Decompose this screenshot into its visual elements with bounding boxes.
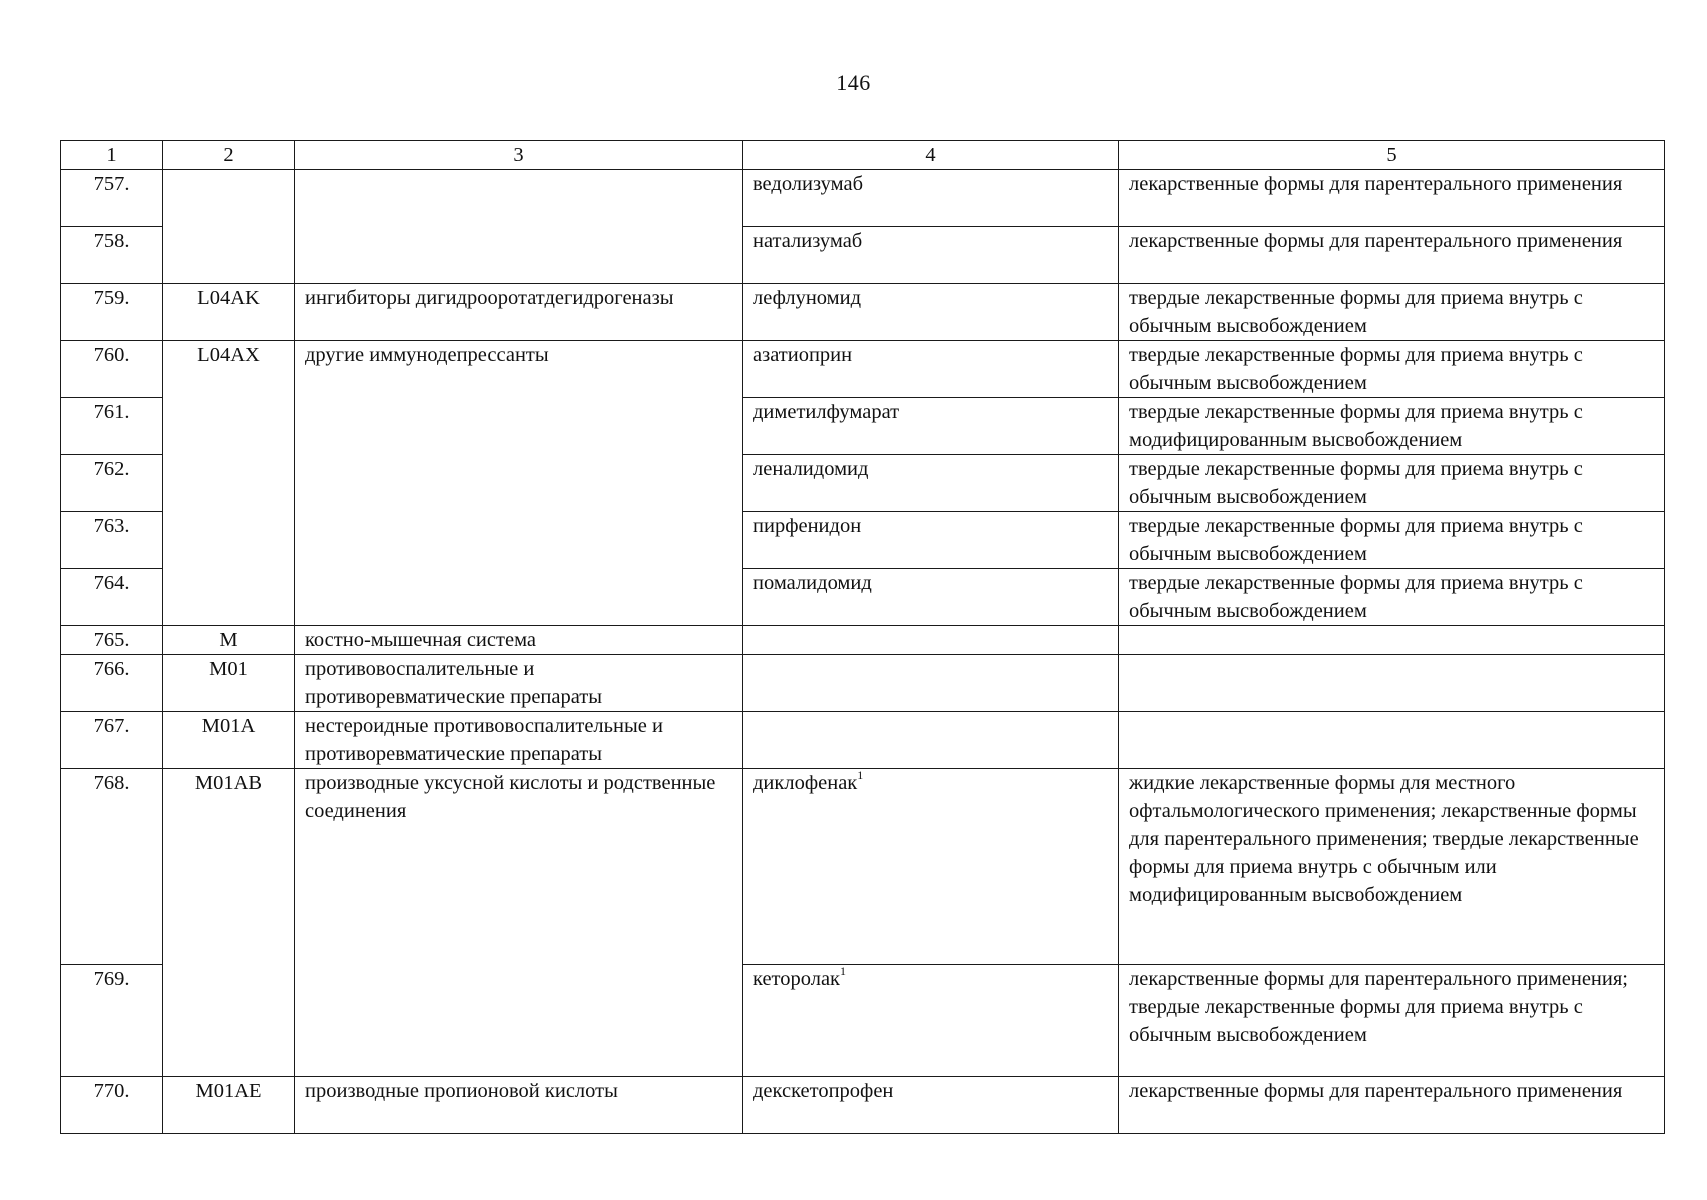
- dosage-form: твердые лекарственные формы для приема внутрь с обычным высвобождением: [1119, 455, 1665, 512]
- header-col-3: 3: [295, 141, 743, 170]
- header-col-5: 5: [1119, 141, 1665, 170]
- group-name: противовоспалительные и противоревматические препараты: [295, 655, 743, 712]
- drug-name: пирфенидон: [743, 512, 1119, 569]
- dosage-form: [1119, 712, 1665, 769]
- table-row: [61, 655, 1665, 712]
- row-number: 770.: [61, 1077, 163, 1134]
- drug-name: натализумаб: [743, 227, 1119, 284]
- dosage-form: лекарственные формы для парентерального применения: [1119, 1077, 1665, 1134]
- row-number: 763.: [61, 512, 163, 569]
- atc-code: M: [163, 626, 295, 655]
- row-number: 764.: [61, 569, 163, 626]
- header-col-4: 4: [743, 141, 1119, 170]
- drug-name: азатиоприн: [743, 341, 1119, 398]
- drug-name-text: диклофенак: [753, 772, 858, 794]
- drug-name: леналидомид: [743, 455, 1119, 512]
- atc-code: M01AB: [163, 769, 295, 1077]
- medicines-table: [60, 140, 1665, 1134]
- group-name: другие иммунодепрессанты: [295, 341, 743, 626]
- row-number: 757.: [61, 170, 163, 227]
- table-row: [61, 284, 1665, 341]
- atc-code: L04AK: [163, 284, 295, 341]
- dosage-form: лекарственные формы для парентерального применения: [1119, 170, 1665, 227]
- footnote-marker: 1: [857, 768, 864, 783]
- table-row: [61, 1077, 1665, 1134]
- group-name: производные пропионовой кислоты: [295, 1077, 743, 1134]
- dosage-form: твердые лекарственные формы для приема внутрь с модифицированным высвобождением: [1119, 398, 1665, 455]
- group-name: [295, 170, 743, 284]
- drug-name: декскетопрофен: [743, 1077, 1119, 1134]
- row-number: 759.: [61, 284, 163, 341]
- table-row: [61, 170, 1665, 227]
- row-number: 762.: [61, 455, 163, 512]
- row-number: 768.: [61, 769, 163, 965]
- row-number: 767.: [61, 712, 163, 769]
- drug-name: [743, 626, 1119, 655]
- dosage-form: твердые лекарственные формы для приема внутрь с обычным высвобождением: [1119, 512, 1665, 569]
- drug-name: [743, 965, 1119, 1077]
- atc-code: M01A: [163, 712, 295, 769]
- group-name: костно-мышечная система: [295, 626, 743, 655]
- drug-name: [743, 712, 1119, 769]
- table-row: [61, 712, 1665, 769]
- table-row: [61, 341, 1665, 398]
- header-col-1: 1: [61, 141, 163, 170]
- dosage-form: [1119, 655, 1665, 712]
- dosage-form: лекарственные формы для парентерального применения; твердые лекарственные формы для приема внутрь с обычным высвобождением: [1119, 965, 1665, 1077]
- atc-code: M01AE: [163, 1077, 295, 1134]
- dosage-form: жидкие лекарственные формы для местного офтальмологического применения; лекарственные формы для парентерального применения; твердые лекарственные формы для приема внутрь с обычным или модифицированным высвобождением: [1119, 769, 1665, 965]
- row-number: 766.: [61, 655, 163, 712]
- atc-code: L04AX: [163, 341, 295, 626]
- row-number: 769.: [61, 965, 163, 1077]
- footnote-marker: 1: [840, 964, 847, 979]
- drug-name: диметилфумарат: [743, 398, 1119, 455]
- row-number: 758.: [61, 227, 163, 284]
- drug-name: [743, 769, 1119, 965]
- group-name: производные уксусной кислоты и родственные соединения: [295, 769, 743, 1077]
- dosage-form: [1119, 626, 1665, 655]
- group-name: ингибиторы дигидрооротатдегидрогеназы: [295, 284, 743, 341]
- drug-name: лефлуномид: [743, 284, 1119, 341]
- header-col-2: 2: [163, 141, 295, 170]
- row-number: 761.: [61, 398, 163, 455]
- row-number: 765.: [61, 626, 163, 655]
- drug-name: [743, 655, 1119, 712]
- dosage-form: твердые лекарственные формы для приема внутрь с обычным высвобождением: [1119, 569, 1665, 626]
- dosage-form: твердые лекарственные формы для приема внутрь с обычным высвобождением: [1119, 284, 1665, 341]
- atc-code: [163, 170, 295, 284]
- row-number: 760.: [61, 341, 163, 398]
- drug-name: помалидомид: [743, 569, 1119, 626]
- dosage-form: твердые лекарственные формы для приема внутрь с обычным высвобождением: [1119, 341, 1665, 398]
- table-row: [61, 769, 1665, 965]
- group-name: нестероидные противовоспалительные и противоревматические препараты: [295, 712, 743, 769]
- table-row: [61, 626, 1665, 655]
- drug-name: ведолизумаб: [743, 170, 1119, 227]
- dosage-form: лекарственные формы для парентерального применения: [1119, 227, 1665, 284]
- table-header-row: [61, 141, 1665, 170]
- atc-code: M01: [163, 655, 295, 712]
- drug-name-text: кеторолак: [753, 968, 841, 990]
- page-number: 146: [836, 70, 871, 95]
